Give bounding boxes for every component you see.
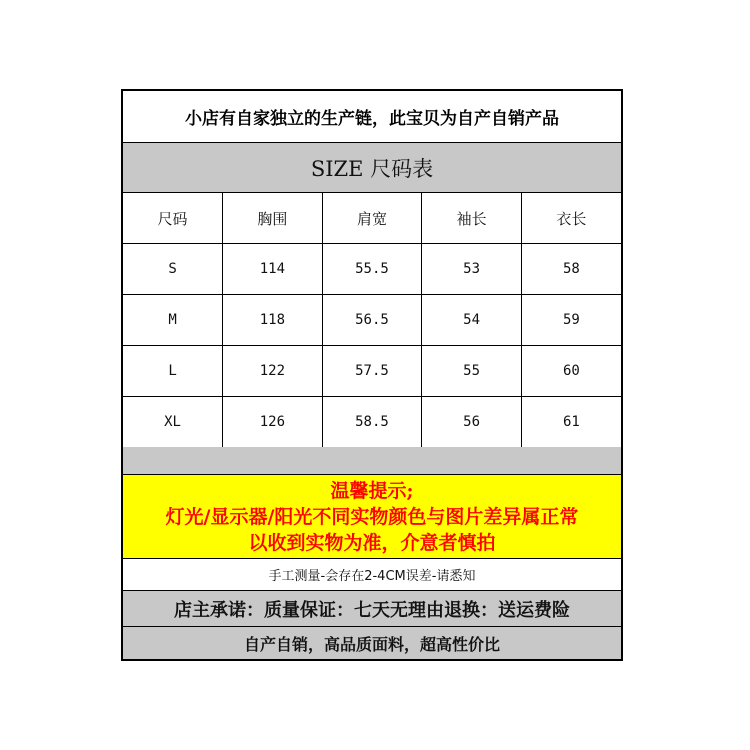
table-cell: 53: [422, 244, 522, 295]
gray-divider-band: [123, 447, 621, 475]
table-cell: 60: [521, 346, 621, 397]
size-chart-title: SIZE 尺码表: [123, 143, 621, 193]
table-cell: 58: [521, 244, 621, 295]
table-cell: 55: [422, 346, 522, 397]
table-cell: 126: [223, 397, 323, 448]
notice-line: 灯光/显示器/阳光不同实物颜色与图片差异属正常: [165, 505, 579, 528]
shop-title: 小店有自家独立的生产链，此宝贝为自产自销产品: [123, 91, 621, 143]
column-header-shoulder: 肩宽: [322, 193, 422, 244]
table-cell: 57.5: [322, 346, 422, 397]
column-header-length: 衣长: [521, 193, 621, 244]
size-chart-sheet: [121, 89, 623, 661]
table-cell: 55.5: [322, 244, 422, 295]
shop-promise: 店主承诺：质量保证：七天无理由退换：送运费险: [123, 591, 621, 627]
size-table: [123, 193, 621, 448]
table-cell: S: [123, 244, 223, 295]
table-row: [123, 295, 621, 346]
notice-heading: 温馨提示;: [330, 479, 414, 502]
column-header-chest: 胸围: [223, 193, 323, 244]
table-row: [123, 244, 621, 295]
column-header-size: 尺码: [123, 193, 223, 244]
table-cell: 59: [521, 295, 621, 346]
footer-slogan: 自产自销，高品质面料，超高性价比: [123, 627, 621, 659]
table-row: [123, 346, 621, 397]
table-header-row: [123, 193, 621, 244]
table-cell: 114: [223, 244, 323, 295]
color-notice: [123, 475, 621, 559]
measurement-note: 手工测量-会存在2-4CM误差-请悉知: [123, 559, 621, 591]
table-cell: 56: [422, 397, 522, 448]
table-cell: 58.5: [322, 397, 422, 448]
notice-line: 以收到实物为准，介意者慎拍: [248, 531, 496, 554]
table-cell: 56.5: [322, 295, 422, 346]
table-cell: 61: [521, 397, 621, 448]
table-cell: 54: [422, 295, 522, 346]
table-cell: 118: [223, 295, 323, 346]
table-cell: XL: [123, 397, 223, 448]
table-cell: L: [123, 346, 223, 397]
column-header-sleeve: 袖长: [422, 193, 522, 244]
table-cell: M: [123, 295, 223, 346]
table-row: [123, 397, 621, 448]
table-cell: 122: [223, 346, 323, 397]
